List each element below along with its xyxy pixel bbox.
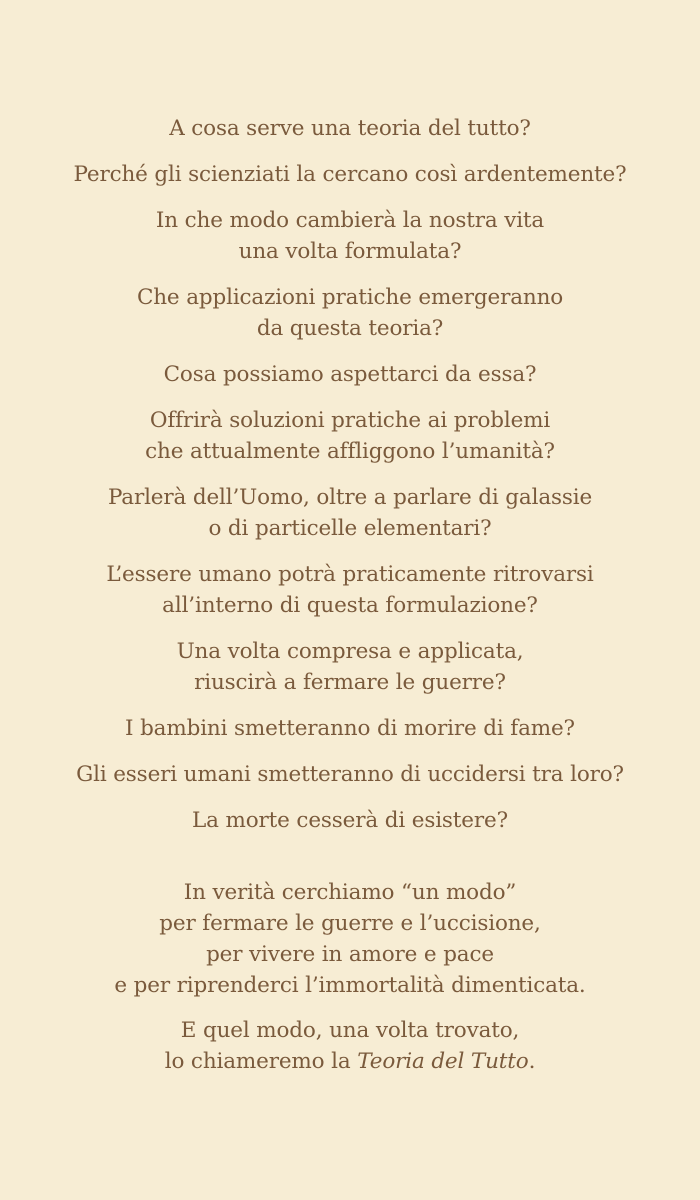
question-7 [0,482,700,544]
question-line: A cosa serve una teoria del tutto? [169,116,531,141]
question-line: Parlerà dell’Uomo, oltre a parlare di galassie [107,485,593,510]
question-2 [0,159,700,190]
question-12 [0,805,700,836]
question-10 [0,713,700,744]
question-line: da questa teoria? [256,316,444,341]
question-1 [0,113,700,144]
closing-final-line [0,1046,700,1077]
question-line: Una volta compresa e applicata, [176,639,524,664]
question-line: riuscirà a fermare le guerre? [194,670,506,695]
question-line: Che applicazioni pratiche emergeranno [136,285,564,310]
question-line: Offrirà soluzioni pratiche ai problemi [149,408,551,433]
question-3 [0,205,700,267]
closing-block [0,877,700,1091]
question-6 [0,405,700,467]
closing-paragraph-2 [0,1015,700,1077]
question-4 [0,282,700,344]
question-line: Perché gli scienziati la cercano così ardentemente? [73,162,627,187]
closing-line: e per riprenderci l’immortalità dimenticata. [114,973,586,998]
question-11 [0,759,700,790]
question-line: Gli esseri umani smetteranno di uccidersi tra loro? [76,762,624,787]
question-5 [0,359,700,390]
question-line: o di particelle elementari? [208,516,492,541]
question-line: una volta formulata? [238,239,462,264]
book-title: Teoria del Tutto [357,1049,529,1074]
closing-line: per fermare le guerre e l’uccisione, [159,911,541,936]
question-9 [0,636,700,698]
questions-block [0,113,700,851]
closing-text: lo chiameremo la [164,1049,358,1074]
closing-paragraph-1 [0,877,700,1001]
closing-line: E quel modo, una volta trovato, [180,1018,520,1043]
closing-line: per vivere in amore e pace [206,942,494,967]
question-line: La morte cesserà di esistere? [192,808,508,833]
question-line: all’interno di questa formulazione? [162,593,538,618]
question-line: L’essere umano potrà praticamente ritrovarsi [106,562,594,587]
closing-period: . [528,1049,536,1074]
question-line: Cosa possiamo aspettarci da essa? [163,362,537,387]
closing-line: In verità cerchiamo “un modo” [183,880,517,905]
question-line: che attualmente affliggono l’umanità? [145,439,555,464]
question-8 [0,559,700,621]
question-line: I bambini smetteranno di morire di fame? [125,716,575,741]
question-line: In che modo cambierà la nostra vita [155,208,545,233]
